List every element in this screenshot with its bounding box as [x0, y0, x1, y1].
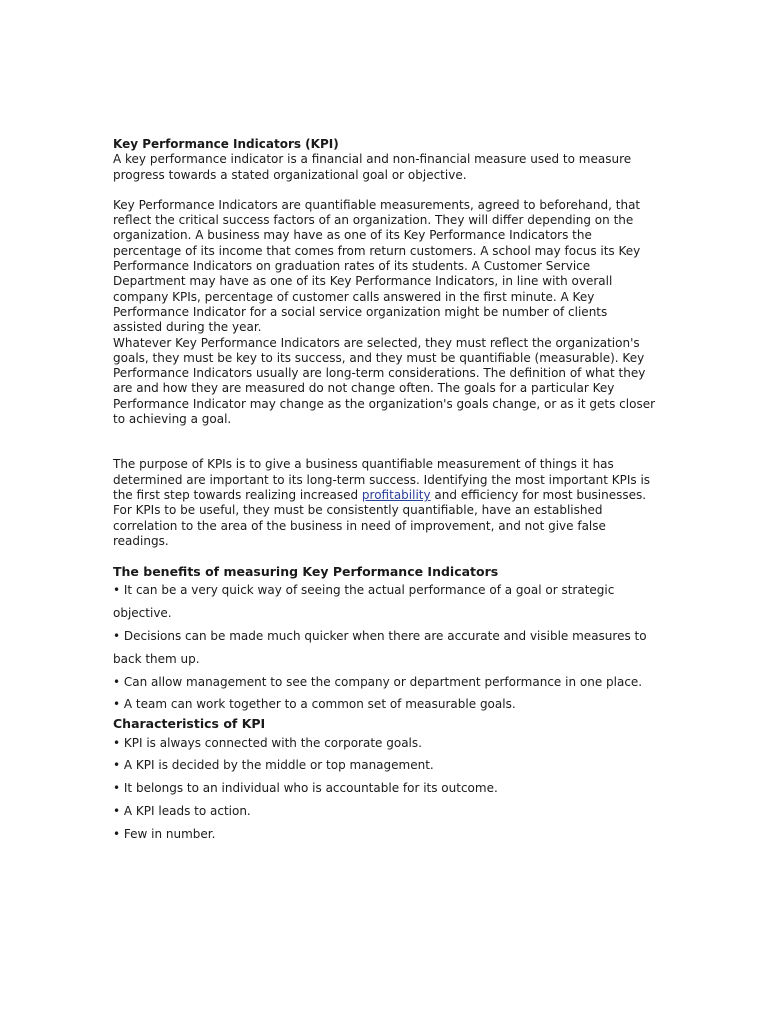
- spacer: [113, 183, 658, 198]
- spacer: [113, 427, 658, 457]
- characteristics-list: [113, 732, 658, 846]
- purpose-paragraph: [113, 457, 658, 549]
- spacer: [113, 549, 658, 564]
- purpose-text-before-link: The purpose of KPIs is to give a business quantifiable measurement of things it has determined are important to its long-term success. Identifying the most important KPIs is the first step towards realizing increased: [113, 457, 651, 502]
- benefits-heading: The benefits of measuring Key Performance Indicators: [113, 564, 499, 580]
- characteristic-item: • Few in number.: [113, 826, 216, 841]
- characteristics-heading: Characteristics of KPI: [113, 716, 266, 732]
- benefit-item: • Decisions can be made much quicker when there are accurate and visible measures to back them up.: [113, 629, 647, 666]
- definition-paragraph: A key performance indicator is a financial and non-financial measure used to measure progress towards a stated organizational goal or objective.: [113, 152, 632, 182]
- quantifiable-paragraph: Key Performance Indicators are quantifiable measurements, agreed to beforehand, that reflect the critical success factors of an organization. They will differ depending on the organization. A business may have as one of its Key Performance Indicators the percentage of its income that comes from return customers. A school may focus its Key Performance Indicators on graduation rates of its students. A Customer Service Department may have as one of its Key Performance Indicators, in line with overall company KPIs, percentage of customer calls answered in the first minute. A Key Performance Indicator for a social service organization might be number of clients assisted during the year.: [113, 197, 641, 335]
- purpose-text-after-link: and efficiency for most businesses. For KPIs to be useful, they must be consistently quantifiable, have an established correlation to the area of the business in need of improvement, and not give false readings.: [113, 487, 647, 548]
- profitability-link[interactable]: profitability: [361, 487, 431, 502]
- benefit-item: • It can be a very quick way of seeing the actual performance of a goal or strategic objective.: [113, 583, 615, 621]
- kpi-heading: Key Performance Indicators (KPI): [113, 137, 339, 151]
- selected-paragraph: Whatever Key Performance Indicators are selected, they must reflect the organization's goals, they must be key to its success, and they must be quantifiable (measurable). Key Performance Indicators usually are long-term considerations. The definition of what they are and how they are measured do not change often. The goals for a particular Key Performance Indicator may change as the organization's goals change, or as it gets closer to achieving a goal.: [113, 335, 656, 427]
- characteristic-item: • A KPI leads to action.: [113, 803, 251, 818]
- benefit-item: • Can allow management to see the company or department performance in one place.: [113, 674, 643, 689]
- document-body: [113, 137, 658, 845]
- characteristic-item: • A KPI is decided by the middle or top management.: [113, 758, 434, 773]
- characteristic-item: • KPI is always connected with the corporate goals.: [113, 735, 422, 750]
- benefits-list: [113, 579, 658, 716]
- characteristic-item: • It belongs to an individual who is accountable for its outcome.: [113, 781, 498, 796]
- benefit-item: • A team can work together to a common set of measurable goals.: [113, 697, 516, 712]
